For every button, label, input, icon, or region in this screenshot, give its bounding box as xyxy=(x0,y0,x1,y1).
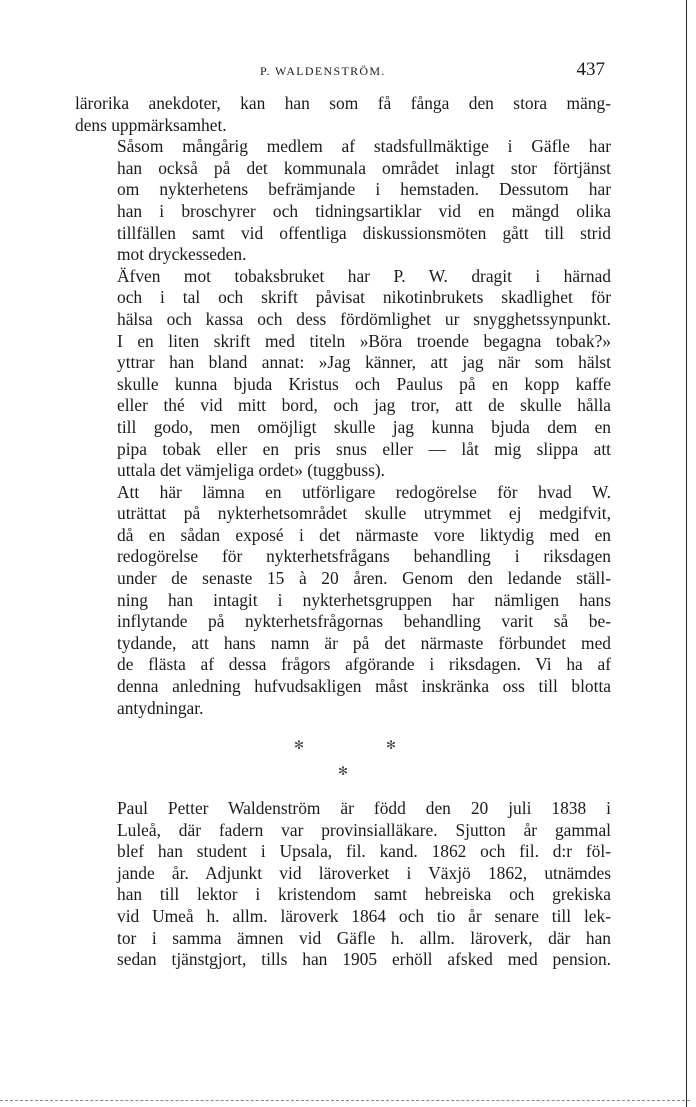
text-line: mot dryckesseden. xyxy=(117,244,247,265)
paragraph xyxy=(75,266,611,482)
text-line: tor i samma ämnen vid Gäfle h. allm. läroverk, där han xyxy=(117,927,611,948)
text-line: Luleå, där fadern var provinsialläkare. Sjutton år gammal xyxy=(117,819,611,840)
text-line: dens uppmärksamhet. xyxy=(75,114,227,135)
page-number: 437 xyxy=(576,59,605,80)
text-line: skulle kunna bjuda Kristus och Paulus på en kopp kaffe xyxy=(117,373,611,394)
text-line: sedan tjänstgjort, tills han 1905 erhöll afsked med pension. xyxy=(117,949,611,970)
text-line: och i tal och skrift påvisat nikotinbrukets skadlighet för xyxy=(117,287,611,308)
text-line: yttrar han bland annat: »Jag känner, att jag när som hälst xyxy=(117,352,611,373)
text-line: vid Umeå h. allm. läroverk 1864 och tio år senare till lek- xyxy=(117,905,611,926)
running-title: P. WALDENSTRÖM. xyxy=(260,64,386,78)
text-line: Såsom mångårig medlem af stadsfullmäktige i Gäfle har xyxy=(117,136,611,157)
text-line: Äfven mot tobaksbruket har P. W. dragit i härnad xyxy=(117,265,611,286)
text-line: antydningar. xyxy=(117,697,204,718)
text-line: om nykterhetens befrämjande i hemstaden. Dessutom har xyxy=(117,179,611,200)
text-line: ning han intagit i nykterhetsgruppen har nämligen hans xyxy=(117,589,611,610)
text-line: uttala det vämjeliga ordet» (tuggbuss). xyxy=(117,460,386,481)
text-line: han till lektor i kristendom samt hebreiska och grekiska xyxy=(117,884,611,905)
asterism-star-icon: ✻ xyxy=(386,738,397,752)
text-line: uträttat på nykterhetsområdet skulle utrymmet ej medgifvit, xyxy=(117,503,611,524)
text-line: de flästa af dessa frågors afgörande i riksdagen. Vi ha af xyxy=(117,654,611,675)
page-edge-rule xyxy=(686,0,687,1107)
paragraph xyxy=(75,93,611,136)
paragraph xyxy=(75,798,611,971)
text-line: denna anledning hufvudsakligen måst inskränka oss till blotta xyxy=(117,676,611,697)
page-header xyxy=(75,60,605,84)
asterism-star-icon: ✻ xyxy=(294,738,305,752)
text-line: inflytande på nykterhetsfrågornas behandling varit så be- xyxy=(117,611,611,632)
page-bottom-rule xyxy=(0,1100,690,1102)
text-line: hälsa och kassa och dess fördömlighet ur snygghetssynpunkt. xyxy=(117,308,611,329)
paragraph xyxy=(75,136,611,266)
text-line: Paul Petter Waldenström är född den 20 juli 1838 i xyxy=(117,798,611,818)
text-line: tydande, att hans namn är på det närmaste förbundet med xyxy=(117,632,611,653)
text-line: han i broschyrer och tidningsartiklar vid en mängd olika xyxy=(117,200,611,221)
text-section-one xyxy=(75,93,611,719)
text-section-two xyxy=(75,798,611,971)
text-line: till godo, men omöjligt skulle jag kunna bjuda dem en xyxy=(117,416,611,437)
text-line: han också på det kommunala området inlagt stor förtjänst xyxy=(117,157,611,178)
text-line: då en sådan exposé i det närmaste vore liktydig med en xyxy=(117,524,611,545)
text-line: jande år. Adjunkt vid läroverket i Växjö 1862, utnämdes xyxy=(117,862,611,883)
paragraph xyxy=(75,482,611,720)
text-line: lärorika anekdoter, kan han som få fånga den stora mäng- xyxy=(75,93,611,113)
text-line: blef han student i Upsala, fil. kand. 1862 och fil. d:r föl- xyxy=(117,841,611,862)
text-line: tillfällen samt vid offentliga diskussionsmöten gått till strid xyxy=(117,222,611,243)
text-line: Att här lämna en utförligare redogörelse för hvad W. xyxy=(117,481,611,502)
asterism-star-icon: ✻ xyxy=(338,764,349,778)
text-line: under de senaste 15 à 20 åren. Genom den ledande ställ- xyxy=(117,568,611,589)
text-line: eller thé vid mitt bord, och jag tror, att de skulle hålla xyxy=(117,395,611,416)
text-line: I en liten skrift med titeln »Böra troende begagna tobak?» xyxy=(117,330,611,351)
text-line: redogörelse för nykterhetsfrågans behandling i riksdagen xyxy=(117,546,611,567)
text-line: pipa tobak eller en pris snus eller — låt mig slippa att xyxy=(117,438,611,459)
